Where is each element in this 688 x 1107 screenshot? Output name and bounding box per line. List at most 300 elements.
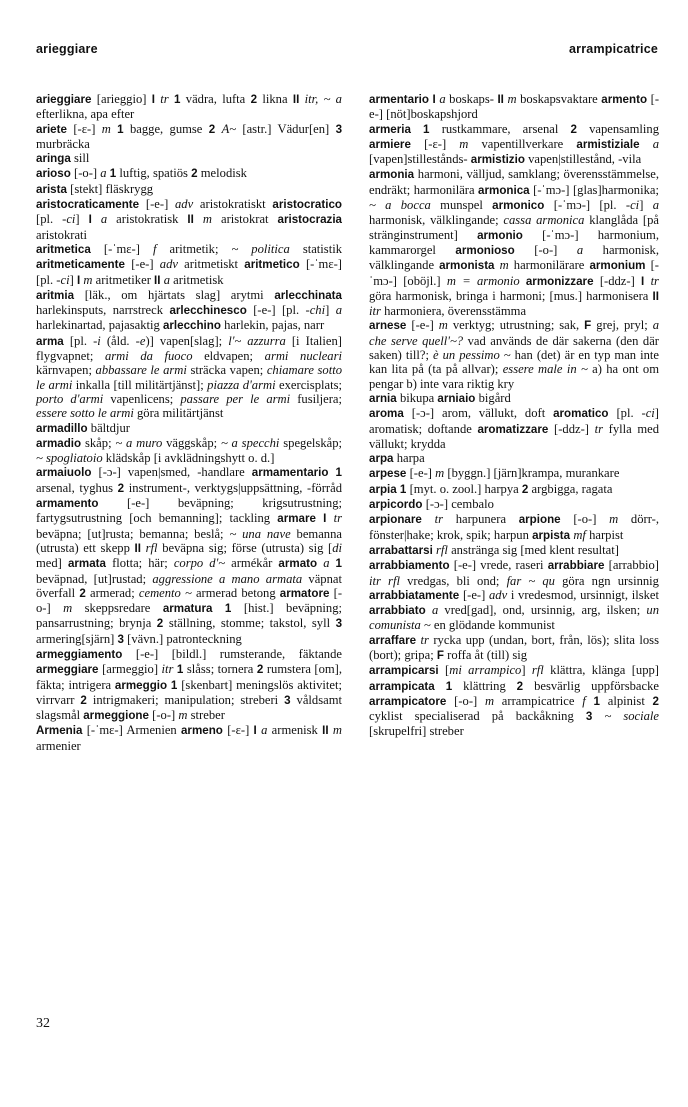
italic-text: a (576, 242, 603, 257)
entry-text: vapensamling (589, 121, 660, 136)
entry-text: aritmetiker (95, 272, 155, 287)
entry-text: aritmetik; (169, 241, 232, 256)
dictionary-entry (36, 647, 342, 723)
headword-text: II (154, 273, 164, 287)
headword-text: arraffare (369, 633, 421, 647)
italic-text: di (332, 540, 342, 555)
entry-text: bigård (478, 390, 511, 405)
italic-text: a (100, 166, 110, 181)
entry-text: klanglåda [på stränginstrument] (369, 213, 659, 242)
italic-text: armi nucleari (264, 349, 342, 364)
entry-text: grej, pryl; (596, 318, 653, 333)
italic-text: essere sotto le armi (36, 406, 137, 421)
headword-text: I (253, 724, 262, 738)
entry-text: skeppsredare (84, 601, 163, 616)
dictionary-entry (369, 406, 659, 451)
headword-text: arioso (36, 167, 75, 181)
italic-text: rfl (436, 542, 452, 557)
dictionary-entry (36, 436, 342, 466)
entry-text: armering[sjärn] (36, 631, 118, 646)
entry-text: han (det) är en typ man inte kan lita på (ta på allvar); (369, 348, 659, 377)
italic-text: adv (175, 197, 200, 212)
italic-text: ~ a muro (115, 435, 167, 450)
entry-text: [i Italien] flygvapnet; (36, 333, 342, 364)
entry-text: likna (262, 92, 293, 106)
italic-text: m (101, 121, 118, 136)
dictionary-entry (36, 151, 342, 166)
headword-text: armato (278, 557, 324, 571)
headword-text: 2 (79, 586, 90, 600)
dictionary-entry (369, 391, 659, 406)
headword-text: armamento (36, 497, 128, 511)
italic-text: tr (420, 632, 434, 647)
entry-text: [-e-] [pl. (253, 303, 306, 318)
italic-text: -ci (56, 272, 70, 287)
italic-text: a (652, 198, 660, 213)
entry-text: [hist.] beväpning; pansarrustning; brynja (36, 601, 342, 631)
entry-text: [läk., om hjärtats slag] arytmi (84, 287, 275, 302)
headword-text: 1 (109, 167, 120, 181)
entry-text: efterlikna, apa efter (36, 107, 135, 122)
italic-text: itr (161, 662, 177, 677)
dictionary-entry (369, 482, 659, 497)
headword-text: aristocrazia (277, 213, 342, 227)
dictionary-entry (36, 242, 342, 288)
entry-text: aristokratisk (116, 212, 188, 227)
headword-text: arrampicata 1 (369, 679, 464, 693)
entry-text: [-ˈmɔ-] [glas]harmonika; (533, 182, 659, 197)
entry-text: klättra, klänga [upp] (550, 663, 659, 678)
entry-text: streber (190, 708, 225, 723)
headword-text: arpia 1 (369, 482, 410, 496)
headword-text: armeggiare (36, 663, 103, 677)
italic-text: -chi (305, 303, 326, 318)
entry-text: [-o-] (152, 708, 179, 723)
entry-text: [-e-] (462, 587, 489, 602)
headword-text: 3 (284, 693, 297, 707)
entry-text: inkalla [till militärtjänst]; (75, 377, 208, 392)
entry-text: bagge, gumse (129, 121, 209, 136)
italic-text: itr, ~ a (304, 92, 342, 106)
entry-text: ] (69, 272, 77, 287)
headword-text: 1 (593, 694, 608, 708)
headword-text: arlecchinesco (169, 304, 254, 318)
entry-text: göra militärtjänst (136, 406, 224, 421)
entry-text: intrigmakeri; manipulation; streberi (92, 692, 285, 707)
headword-text: arpione (518, 513, 574, 527)
entry-text: armékår (231, 556, 279, 571)
headword-text: armento (601, 93, 651, 106)
headword-text: armeggione (83, 709, 153, 723)
headword-text: II (497, 93, 508, 106)
entry-text: [-ɔ-] arom, vällukt, doft (411, 406, 554, 421)
headword-text: 3 (335, 617, 343, 631)
italic-text: m (83, 272, 96, 287)
italic-text: ~ a specchi (220, 435, 284, 450)
dictionary-entry (369, 663, 659, 738)
dictionary-entry (36, 334, 342, 421)
headword-text: 2 (256, 663, 267, 677)
entry-text: [byggn.] [järn]krampa, murankare (447, 466, 620, 481)
entry-text: dörr-, fönster|hake; krok, spik; harpun (369, 512, 659, 542)
entry-text: [-ɔ-] vapen|smed, -handlare (98, 465, 252, 480)
dictionary-entry (369, 512, 659, 543)
italic-text: rfl (145, 540, 163, 555)
headword-text: I (76, 273, 84, 287)
entry-text: göra ngn ursinnig (562, 573, 659, 588)
headword-text: 1 (117, 122, 130, 136)
headword-text: armonica (478, 183, 534, 197)
entry-text: vad används de där sakerna (den där saken) till?; (369, 333, 659, 363)
headword-text: armonico (492, 199, 554, 213)
italic-text: tr (594, 421, 609, 436)
dictionary-entry (36, 182, 342, 197)
entry-text: boskapsvaktare (520, 92, 602, 106)
headword-text: armistizio (470, 153, 529, 167)
italic-text: m (609, 512, 631, 527)
entry-text: besvärlig uppförsbacke (534, 678, 659, 693)
entry-text: bältdjur (90, 420, 130, 435)
headword-text: arrabbiare (547, 559, 609, 573)
headword-text: armiere (369, 137, 425, 151)
italic-text: m (507, 92, 521, 106)
entry-text: arsenal, tyghus (36, 480, 118, 495)
italic-text: abbassare le armi (95, 363, 191, 378)
running-head-right: arrampicatrice (569, 42, 658, 56)
headword-text: Armenia (36, 724, 87, 738)
italic-text: a che serve quell'~? (369, 318, 660, 348)
headword-text: arrabbiamento (369, 559, 454, 573)
italic-text: adv (159, 257, 185, 272)
dictionary-entry (369, 92, 659, 122)
entry-text: a) ha ont om pengar b) inte vara riktig kry (369, 362, 659, 391)
entry-text: cyklist specialiserad på backåkning (369, 709, 586, 724)
italic-text: m (435, 466, 448, 481)
headword-text: arrabbiato (369, 604, 432, 618)
entry-text: fylla med vällukt; krydda (369, 421, 659, 451)
headword-text: armonium (589, 259, 651, 273)
headword-text: armonista (439, 259, 500, 273)
entry-text: [arieggio] (96, 92, 152, 106)
headword-text: 2 (516, 679, 535, 693)
entry-text: ] (75, 212, 89, 227)
entry-text: [-e-] beväpning; krigsutrustning; fartygsutrustning [och bemanning]; tackling (36, 496, 342, 526)
entry-text: beväpna sig; förse (utrusta) sig [ (162, 540, 333, 555)
entry-text: en glödande kommunist (433, 618, 555, 633)
italic-text: ~ a bocca (369, 198, 441, 213)
entry-text: eldvapen; (204, 349, 265, 364)
headword-text: armadillo (36, 421, 91, 435)
headword-text: arrabattarsi (369, 543, 437, 557)
italic-text: f (152, 241, 170, 256)
headword-text: 2 (652, 694, 659, 708)
italic-text: -ci (641, 406, 655, 421)
entry-text: statistik (302, 241, 342, 256)
entry-text: munspel (440, 198, 493, 213)
entry-text: väggskåp; (166, 435, 221, 450)
entry-text: aritmetiskt (184, 257, 245, 272)
headword-text: arlecchino (162, 319, 225, 333)
headword-text: arrampicatore (369, 694, 455, 708)
italic-text: armi da fuoco (104, 349, 205, 364)
entry-text: rustkammare, arsenal (441, 121, 571, 136)
headword-text: armadio (36, 436, 85, 450)
italic-text: un comunista ~ (369, 603, 659, 633)
headword-text: armonioso (455, 243, 535, 257)
headword-text: armamentario 1 (251, 466, 342, 480)
italic-text: far ~ qu (506, 573, 563, 588)
entry-text: [skenbart] meningslös aktivitet; virrvarr (36, 677, 342, 707)
entry-text: [-ˈmɔ-] harmonium, kammarorgel (369, 227, 659, 257)
italic-text: m (459, 136, 482, 151)
headword-text: 2 (521, 482, 532, 496)
entry-text: melodisk (200, 166, 247, 181)
entry-text: instrument-, verktygs|uppsättning, -förråd (128, 480, 342, 495)
headword-text: armonizzare (525, 274, 600, 288)
italic-text: ~ sociale (604, 709, 659, 724)
italic-text: corpo d'~ (173, 556, 232, 571)
entry-text: ] (325, 303, 336, 318)
dictionary-entry (369, 318, 659, 390)
italic-text: a (261, 723, 272, 738)
italic-text: m (178, 708, 191, 723)
italic-text: essere male in ~ (502, 362, 593, 377)
entry-text: harlekinsputs, narrstreck (36, 303, 170, 318)
italic-text: cassa armonica (503, 213, 590, 228)
headword-text: aromatico (553, 407, 617, 421)
italic-text: mi arrampico (449, 663, 522, 678)
italic-text: A~ (221, 121, 243, 136)
entry-text: armenisk (271, 723, 323, 738)
entry-text: [vapen]stillestånds- (369, 152, 471, 167)
entry-text: [vävn.] patronteckning (127, 631, 242, 646)
dictionary-column-right (369, 92, 659, 739)
entry-text: bemanna (utrusta) ett skepp (36, 526, 342, 555)
headword-text: 1 (176, 663, 187, 677)
entry-text: aristokratiskt (199, 197, 273, 212)
entry-text: boskaps- (449, 92, 498, 106)
entry-text: [-ddz-] (599, 273, 642, 288)
headword-text: ariete (36, 122, 74, 136)
entry-text: sill (74, 151, 90, 166)
entry-text: vapentillverkare (481, 136, 577, 151)
headword-text: arlecchinata (274, 288, 342, 302)
entry-text: [skrupelfri] streber (369, 724, 464, 739)
entry-text: klädskåp [i avklädningshytt o. d.] (105, 451, 275, 466)
entry-text: [-ɛ-] (73, 121, 102, 136)
dictionary-entry (36, 122, 342, 152)
italic-text: mf (573, 527, 590, 542)
italic-text: m (332, 723, 342, 738)
italic-text: tr (333, 511, 342, 526)
dictionary-entry (36, 197, 342, 242)
headword-text: 3 (585, 710, 605, 724)
entry-text: [-ɔ-] cembalo (425, 497, 494, 512)
italic-text: a (100, 212, 117, 227)
entry-text: sträcka vapen; (190, 363, 267, 378)
italic-text: f (582, 693, 594, 708)
italic-text: ~ spogliatoio (36, 451, 106, 466)
entry-text: (åld. (106, 333, 136, 348)
dictionary-entry (369, 497, 659, 512)
headword-text: 2 (570, 122, 590, 136)
italic-text: tr (160, 92, 174, 106)
entry-text: aristokrati (36, 227, 88, 242)
italic-text: m (484, 693, 502, 708)
entry-text: [pl. (616, 406, 642, 421)
headword-text: 2 (208, 122, 222, 136)
entry-text: [-o-] (573, 512, 610, 527)
entry-text: spegelskåp; (283, 435, 343, 450)
headword-text: I (641, 274, 651, 288)
entry-text: roffa åt (till) sig (447, 647, 528, 662)
entry-text: [-e-] [bildl.] rumsterande, fäktande (135, 646, 342, 661)
headword-text: aromatizzare (477, 422, 555, 436)
entry-text: ] aromatisk; doftande (369, 406, 659, 436)
entry-text: harpa (396, 451, 425, 466)
headword-text: armeria 1 (369, 122, 442, 136)
entry-text: [pl. (36, 212, 63, 227)
entry-text: verktyg; utrustning; sak, (452, 318, 585, 333)
headword-text: aringa (36, 152, 75, 166)
entry-text: vredgas, bli ond; (407, 573, 507, 588)
dictionary-column-left (36, 92, 342, 753)
entry-text: vred[gad], ond, ursinnig, arg, ilsken; (444, 603, 647, 618)
entry-text: [-ɛ-] (227, 723, 254, 738)
entry-text: harmonisk, välklingande (369, 242, 659, 273)
italic-text: -e (135, 333, 146, 348)
headword-text: armonio (477, 228, 543, 242)
headword-text: 2 (250, 93, 263, 106)
entry-text: vädra, lufta (185, 92, 251, 106)
headword-text: aristocratico (272, 198, 342, 212)
headword-text: II (322, 724, 333, 738)
entry-text: harmoni, välljud, samklang; överensstämmelse, endräkt; harmonilära (369, 167, 659, 197)
entry-text: [-ˈmɛ-] Armenien (86, 723, 181, 738)
headword-text: I (151, 93, 161, 106)
entry-text: harlekinartad, pajasaktig (36, 318, 163, 333)
headword-text: armare I (277, 512, 334, 526)
dictionary-entry (369, 558, 659, 632)
headword-text: II (652, 289, 659, 303)
headword-text: aroma (369, 407, 412, 421)
headword-text: 2 (156, 617, 169, 631)
entry-text: [stekt] fläskrygg (70, 181, 154, 196)
headword-text: aritmia (36, 288, 85, 302)
headword-text: arniaio (437, 391, 479, 405)
italic-text: chiamare sotto le armi (36, 363, 342, 392)
dictionary-entry (369, 633, 659, 664)
italic-text: porto d'armi (36, 391, 111, 406)
entry-text: [-e-] (409, 466, 436, 481)
headword-text: II (187, 213, 203, 227)
italic-text: a (163, 272, 174, 287)
dictionary-entry (369, 466, 659, 481)
headword-text: arpista (532, 528, 574, 542)
entry-text: göra harmonisk, bringa i harmoni; [mus.] harmonisera (369, 288, 653, 303)
entry-text: harmonilärare (513, 258, 590, 273)
headword-text: 2 (117, 481, 129, 495)
dictionary-entry (36, 421, 342, 436)
entry-text: [-o-] (36, 585, 343, 616)
entry-text: ställning, stomme; takstol, syll (168, 616, 336, 631)
headword-text: 2 (80, 693, 93, 707)
italic-text: -ci (625, 198, 640, 213)
entry-text: i vredesmod, ursinnigt, ilsket (510, 587, 659, 602)
entry-text: bikupa (399, 390, 438, 405)
page-number: 32 (36, 1016, 50, 1031)
italic-text: m = armonio (446, 273, 526, 288)
headword-text: armatore (279, 586, 334, 600)
entry-text: flotta; här; (112, 556, 174, 571)
headword-text: arrabbiatamente (369, 588, 463, 602)
entry-text: [pl. (69, 333, 94, 348)
headword-text: arnia (369, 391, 400, 405)
entry-text: [armeggio] (102, 662, 162, 677)
entry-text: armenier (36, 738, 81, 753)
entry-text: harlekin, pajas, narr (224, 318, 325, 333)
italic-text: -ci (62, 212, 76, 227)
entry-text: [astr.] Vädur[en] (242, 121, 336, 136)
headword-text: arrampicarsi (369, 664, 446, 678)
headword-text: aritmeticamente (36, 258, 132, 272)
italic-text: ~ politica (231, 241, 303, 256)
entry-text: [myt. o. zool.] harpya (409, 481, 522, 496)
entry-text: med] (36, 556, 68, 571)
headword-text: armeggiamento (36, 647, 136, 661)
headword-text: aritmetica (36, 242, 104, 256)
italic-text: itr (369, 304, 385, 319)
entry-text: [-ˈmɔ-] [oböjl.] (369, 258, 659, 288)
entry-text: fusiljera; (297, 391, 342, 406)
headword-text: armeggio 1 (114, 678, 182, 692)
entry-text: [-ˈmɛ-] [pl. (36, 257, 342, 287)
headword-text: arma (36, 334, 70, 348)
entry-text: )] vapen[slag]; (145, 333, 229, 348)
italic-text: rfl (531, 663, 551, 678)
entry-text: [-o-] (534, 242, 577, 257)
headword-text: 1 (335, 557, 342, 571)
headword-text: armaiuolo (36, 466, 99, 480)
headword-text: arpicordo (369, 498, 426, 512)
italic-text: ~ una nave (229, 526, 297, 541)
entry-text: rumstera [om], fäkta; intrigera (36, 662, 343, 692)
entry-text: våldsamt slagsmål (36, 692, 343, 723)
running-head-left: arieggiare (36, 42, 98, 56)
headword-text: II (134, 541, 146, 555)
italic-text: m (63, 601, 85, 616)
entry-text: aristokrat (221, 212, 278, 227)
headword-text: armonia (369, 168, 418, 182)
italic-text: piazza d'armi (207, 377, 280, 392)
entry-text: [-e-] (145, 197, 175, 212)
headword-text: arpa (369, 452, 397, 466)
entry-text: kärnvapen; (36, 363, 96, 378)
italic-text: a (439, 92, 450, 106)
entry-text: alpinist (607, 693, 653, 708)
headword-text: armentario I (369, 93, 440, 106)
entry-text: exercisplats; (279, 377, 342, 392)
entry-text: ] (639, 198, 653, 213)
headword-text: armeno (180, 724, 228, 738)
italic-text: m (438, 318, 453, 333)
entry-text: [-e-] (411, 318, 439, 333)
entry-text: armerad; (89, 585, 139, 600)
dictionary-entry (369, 543, 659, 558)
italic-text: cemento ~ (138, 585, 196, 600)
italic-text: itr rfl (369, 573, 408, 588)
dictionary-entry (36, 288, 342, 334)
